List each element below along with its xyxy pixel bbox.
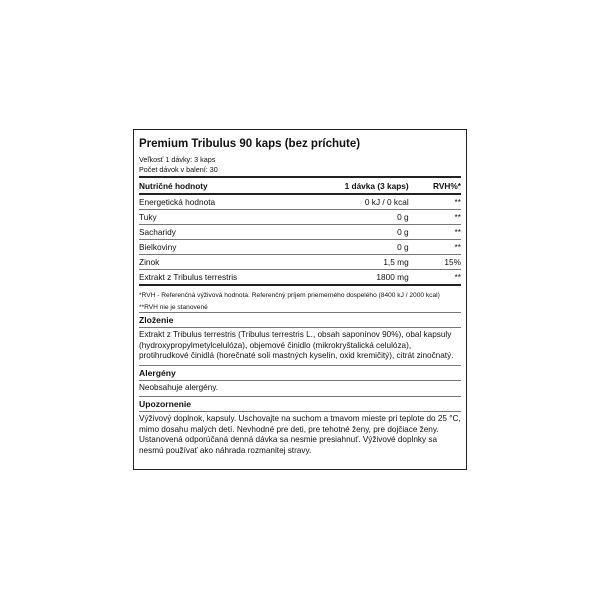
row-amount: 1800 mg xyxy=(323,270,413,286)
row-name: Bielkoviny xyxy=(139,240,323,255)
warning-section xyxy=(139,396,461,459)
row-amount: 0 kJ / 0 kcal xyxy=(323,194,413,210)
row-name: Zinok xyxy=(139,255,323,270)
composition-heading: Zloženie xyxy=(139,315,174,325)
composition-section xyxy=(139,312,461,365)
footnote-not-established: **RVH nie je stanovené xyxy=(139,304,208,311)
row-rvh: ** xyxy=(413,240,461,255)
serving-size: Veľkosť 1 dávky: 3 kaps xyxy=(139,155,216,164)
table-row xyxy=(139,225,461,240)
warning-heading: Upozornenie xyxy=(139,399,192,409)
row-name: Extrakt z Tribulus terrestris xyxy=(139,270,323,286)
row-rvh: ** xyxy=(413,210,461,225)
allergens-text: Neobsahuje alergény. xyxy=(139,380,461,397)
nutrition-label xyxy=(133,129,467,470)
allergens-section xyxy=(139,365,461,397)
header-rvh: RVH%* xyxy=(433,180,461,191)
header-nutrients: Nutričné hodnoty xyxy=(139,180,208,191)
row-amount: 0 g xyxy=(323,225,413,240)
table-row xyxy=(139,255,461,270)
composition-text: Extrakt z Tribulus terrestris (Tribulus terrestris L., obsah saponínov 90%), obal kapsuly (hydroxypropylmetylcelulóza), objemové činidlo (mikrokryštalická celulóza), protihrudkové činidlá (horečnaté soli mastných kyselín, oxid kremičitý), citrát zinočnatý. xyxy=(139,327,461,365)
row-amount: 1,5 mg xyxy=(323,255,413,270)
product-title: Premium Tribulus 90 kaps (bez príchute) xyxy=(139,138,361,150)
row-rvh: ** xyxy=(413,194,461,210)
warning-text: Výživový doplnok, kapsuly. Uschovajte na suchom a tmavom mieste pri teplote do 25 °C, mimo dosahu malých detí. Nevhodné pre deti, pre tehotné ženy, pre dojčiace ženy. Ustanovená odporúčaná denná dávka sa nesmie presiahnuť. Výživové doplnky sa nesmú používať ako náhrada rozmanitej stravy. xyxy=(139,411,461,459)
row-name: Tuky xyxy=(139,210,323,225)
table-row xyxy=(139,240,461,255)
table-row xyxy=(139,270,461,286)
row-rvh: ** xyxy=(413,225,461,240)
table-row xyxy=(139,194,461,210)
footnote-rvh: *RVH - Referenčná výživová hodnota. Referenčný príjem priemerného dospelého (8400 kJ / 2000 kcal) xyxy=(139,292,440,299)
row-name: Energetická hodnota xyxy=(139,194,323,210)
row-name: Sacharidy xyxy=(139,225,323,240)
servings-per-pack: Počet dávok v balení: 30 xyxy=(139,165,218,174)
row-amount: 0 g xyxy=(323,210,413,225)
table-row xyxy=(139,210,461,225)
allergens-heading: Alergény xyxy=(139,367,176,378)
nutrition-table xyxy=(139,176,461,286)
row-rvh: ** xyxy=(413,270,461,286)
header-dose: 1 dávka (3 kaps) xyxy=(344,180,409,191)
row-rvh: 15% xyxy=(413,255,461,270)
row-amount: 0 g xyxy=(323,240,413,255)
table-header-row xyxy=(139,177,461,194)
